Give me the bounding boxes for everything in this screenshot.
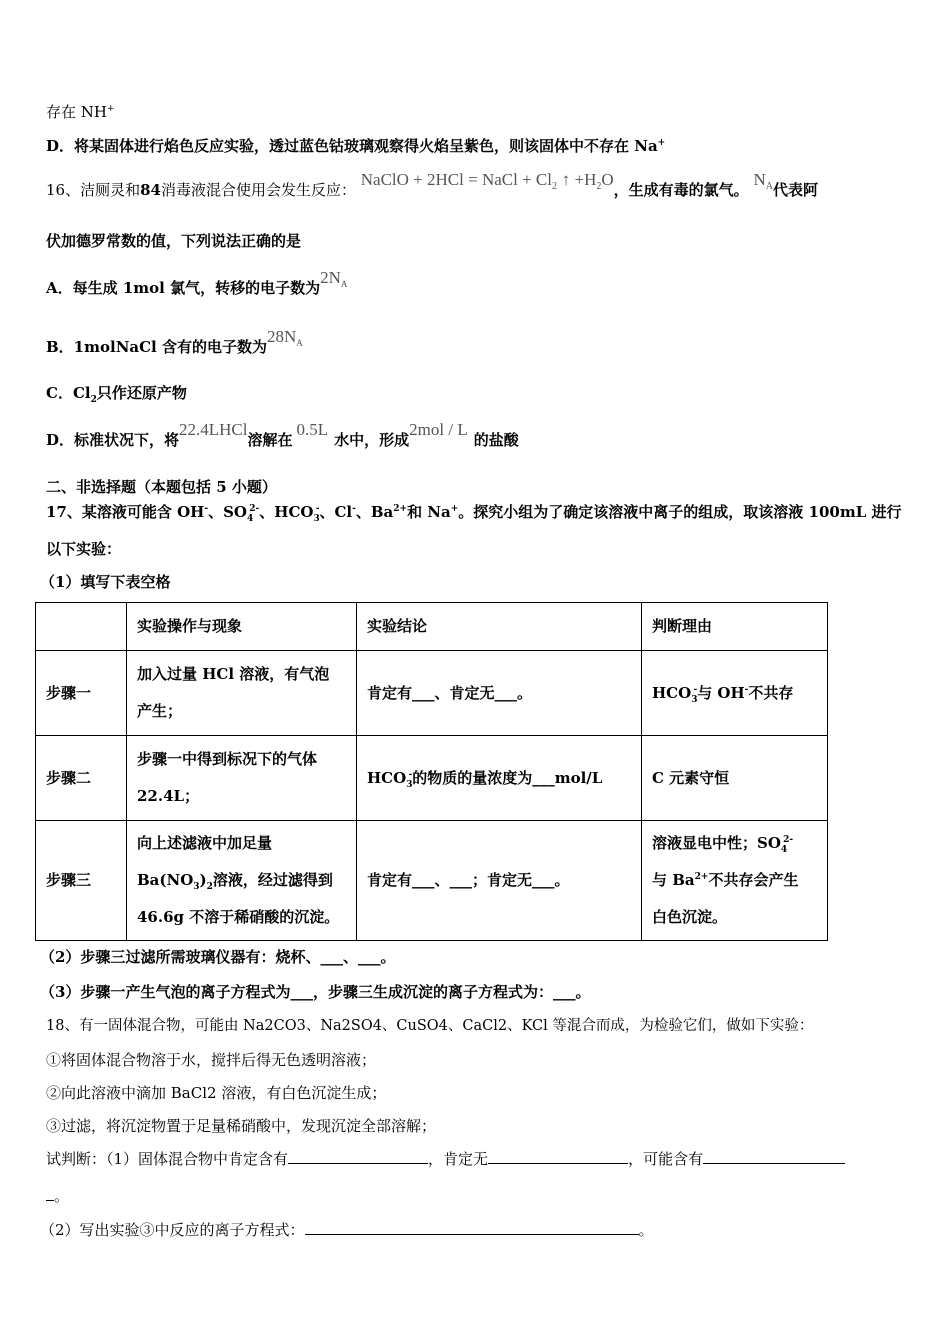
q16-stem-line2: 伏加德罗常数的值，下列说法正确的是 <box>46 232 302 250</box>
q18-judge-line2: 。 <box>46 1186 69 1206</box>
step-conclusion: 肯定有___、肯定无___。 <box>357 651 642 736</box>
section-heading: 二、非选择题（本题包括 5 小题） <box>46 478 277 496</box>
header-reason: 判断理由 <box>642 603 828 651</box>
answer-blank[interactable] <box>703 1163 845 1164</box>
q16-stem: 16、洁厕灵和84消毒液混合使用会发生反应： NaClO + 2HCl = NaCl + $Cl_2$ ↑ $+H_2O$，生成有毒的氯气。 $N_A$代表阿 <box>46 170 818 199</box>
step-conclusion: $HCO_3^-$的物质的量浓度为___mol/L <box>357 736 642 821</box>
q17-sub3: （3）步骤一产生气泡的离子方程式为___，步骤三生成沉淀的离子方程式为：___。 <box>40 983 591 1001</box>
answer-blank[interactable] <box>488 1163 628 1164</box>
step-operation: 向上述滤液中加足量 $Ba(NO_3)_2$溶液，经过滤得到 46.6g 不溶于稀硝酸的沉淀。 <box>127 821 357 941</box>
answer-blank[interactable] <box>46 1200 54 1201</box>
q16-option-c: C．$Cl_2$只作还原产物 <box>46 384 187 405</box>
step-label: 步骤二 <box>36 736 127 821</box>
q18-step-3: ③过滤，将沉淀物置于足量稀硝酸中，发现沉淀全部溶解； <box>46 1117 437 1135</box>
q17-stem: 17、某溶液可能含 OH-、$SO_4^{2-}$、$HCO_3^-$、Cl-、$Ba^{2+}$和 Na+。探究小组为了确定该溶液中离子的组成，取该溶液 100mL 进行 <box>46 503 902 524</box>
table-row <box>36 736 828 821</box>
header-operation: 实验操作与现象 <box>127 603 357 651</box>
q16-option-d: D．标准状况下，将22.4LHCl溶解在0.5L水中，形成2mol / L的盐酸 <box>46 420 519 449</box>
step-reason: $HCO_3^-$与 OH-不共存 <box>642 651 828 736</box>
step-label: 步骤三 <box>36 821 127 941</box>
avogadro-symbol: N <box>753 170 766 189</box>
answer-blank[interactable] <box>288 1163 428 1164</box>
q15-option-c-tail: 存在 NH+ <box>46 103 115 121</box>
q16-option-b: B．1molNaCl 含有的电子数为$28N_A$ <box>46 327 303 356</box>
q18-judge-line: 试判断：（1）固体混合物中肯定含有 ，肯定无 ，可能含有 <box>46 1149 845 1169</box>
q18-write-line: （2）写出实验③中反应的离子方程式： 。 <box>40 1221 654 1239</box>
answer-blank[interactable] <box>305 1234 639 1235</box>
step-operation: 步骤一中得到标况下的气体 22.4L； <box>127 736 357 821</box>
step-label: 步骤一 <box>36 651 127 736</box>
step-reason: 溶液显电中性；$SO_4^{2-}$ 与 $Ba^{2+}$不共存会产生 白色沉淀。 <box>642 821 828 941</box>
q18-stem: 18、有一固体混合物，可能由 Na2CO3、Na2SO4、CuSO4、CaCl2、KCl 等混合而成，为检验它们，做如下实验： <box>46 1018 814 1034</box>
table-row <box>36 651 828 736</box>
step-operation: 加入过量 HCl 溶液，有气泡 产生； <box>127 651 357 736</box>
table-header-row <box>36 603 828 651</box>
q17-stem-line2: 以下实验： <box>46 540 122 558</box>
q16-option-a: A．每生成 1mol 氯气，转移的电子数为$2N_A$ <box>46 268 348 297</box>
header-conclusion: 实验结论 <box>357 603 642 651</box>
step-conclusion: 肯定有___、___；肯定无___。 <box>357 821 642 941</box>
q17-sub1: （1）填写下表空格 <box>40 573 171 591</box>
q18-step-1: ①将固体混合物溶于水，搅拌后得无色透明溶液； <box>46 1051 377 1069</box>
q18-step-2: ②向此溶液中滴加 BaCl2 溶液，有白色沉淀生成； <box>46 1084 387 1102</box>
q17-sub2: （2）步骤三过滤所需玻璃仪器有：烧杯、___、___。 <box>40 948 396 966</box>
step-reason: C 元素守恒 <box>642 736 828 821</box>
q16-equation: NaClO + 2HCl = NaCl + Cl <box>360 170 552 189</box>
q15-option-d: D．将某固体进行焰色反应实验，透过蓝色钴玻璃观察得火焰呈紫色，则该固体中不存在 Na+ <box>46 137 666 155</box>
table-row <box>36 821 828 941</box>
experiment-table <box>35 602 828 941</box>
